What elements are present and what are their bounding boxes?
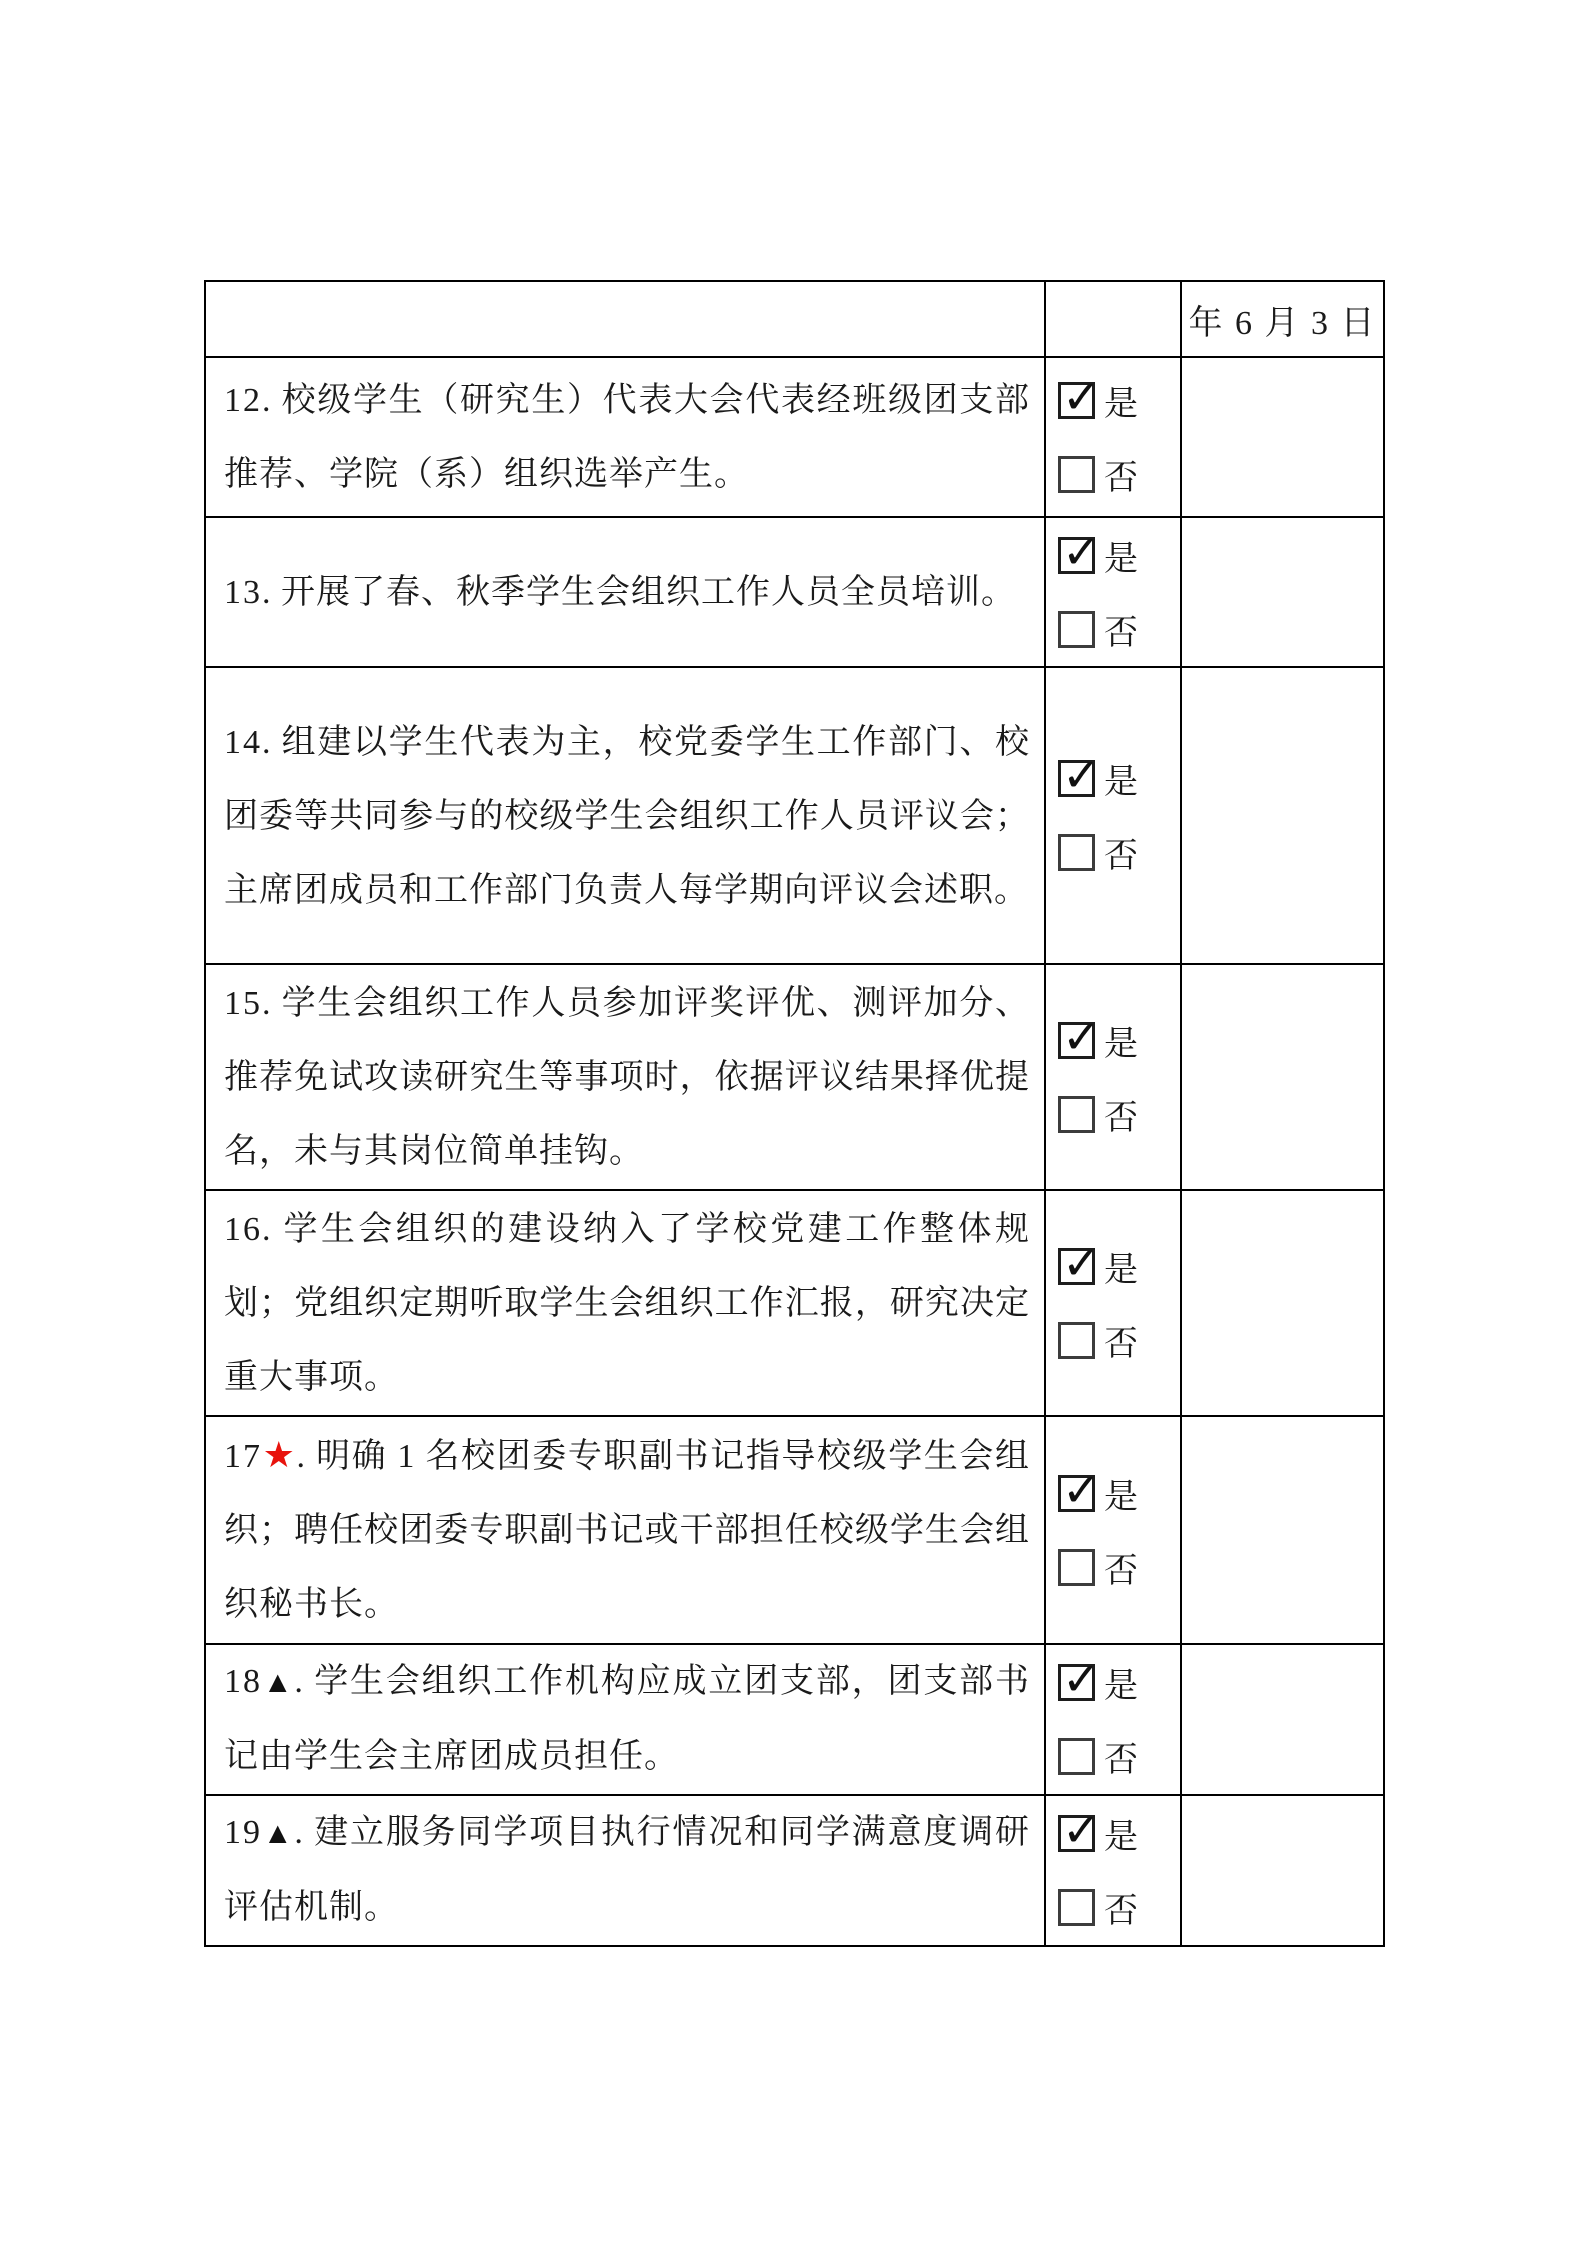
- no-option: [1058, 1871, 1180, 1945]
- item-body: . 明确 1 名校团委专职副书记指导校级学生会组织；聘任校团委专职副书记或干部担任校级学生会组织秘书长。: [224, 1438, 1030, 1623]
- table-row: [205, 1795, 1384, 1946]
- no-option: [1058, 1530, 1180, 1604]
- checkbox-unchecked-icon[interactable]: [1058, 1889, 1095, 1926]
- table-header-row: [205, 281, 1384, 357]
- checkbox-unchecked-icon[interactable]: [1058, 834, 1095, 871]
- item-text: [206, 1645, 1044, 1794]
- no-label: 否: [1104, 838, 1138, 875]
- yes-label: 是: [1104, 1819, 1138, 1856]
- checkbox-unchecked-icon[interactable]: [1058, 1096, 1095, 1133]
- no-option: [1058, 437, 1180, 511]
- yes-label: 是: [1104, 1251, 1138, 1289]
- yes-label: 是: [1104, 540, 1138, 578]
- yes-option: [1058, 1646, 1180, 1720]
- no-label: 否: [1104, 1099, 1138, 1137]
- item-number: 17: [224, 1438, 262, 1475]
- yes-label: 是: [1104, 764, 1138, 801]
- item-number: 14: [224, 723, 262, 761]
- date-text: 年 6 月 3 日: [1188, 304, 1377, 342]
- item-body: . 组建以学生代表为主，校党委学生工作部门、校团委等共同参与的校级学生会组织工作人员评议会；主席团成员和工作部门负责人每学期向评议会述职。: [224, 723, 1030, 909]
- yes-option: [1058, 1229, 1180, 1303]
- item-text: [206, 1191, 1044, 1415]
- item-text: [206, 965, 1044, 1189]
- item-body: . 校级学生（研究生）代表大会代表经班级团支部推荐、学院（系）组织选举产生。: [224, 382, 1030, 493]
- item-number: 18: [224, 1663, 262, 1700]
- no-label: 否: [1104, 1742, 1138, 1779]
- checkbox-unchecked-icon[interactable]: [1058, 1738, 1095, 1775]
- item-body: . 学生会组织工作人员参加评奖评优、测评加分、推荐免试攻读研究生等事项时，依据评议结果择优提名，未与其岗位简单挂钩。: [224, 985, 1030, 1170]
- no-label: 否: [1104, 1552, 1138, 1590]
- item-number: 12: [224, 382, 262, 419]
- yes-label: 是: [1104, 1025, 1138, 1063]
- item-body: . 建立服务同学项目执行情况和同学满意度调研评估机制。: [224, 1814, 1030, 1926]
- yes-option: [1058, 742, 1180, 816]
- yes-option: [1058, 363, 1180, 437]
- remark-cell: [1181, 357, 1384, 517]
- item-text: [206, 704, 1044, 928]
- table-row: [205, 517, 1384, 667]
- checkbox-unchecked-icon[interactable]: [1058, 456, 1095, 493]
- item-number: 13: [224, 574, 262, 611]
- table-row: [205, 964, 1384, 1190]
- no-label: 否: [1104, 1893, 1138, 1930]
- checkbox-checked-icon[interactable]: [1058, 760, 1095, 797]
- item-text: [206, 362, 1044, 512]
- checkbox-unchecked-icon[interactable]: [1058, 1549, 1095, 1586]
- no-option: [1058, 1720, 1180, 1794]
- no-label: 否: [1104, 614, 1138, 652]
- no-label: 否: [1104, 459, 1138, 497]
- table-row: [205, 667, 1384, 964]
- item-body: . 学生会组织的建设纳入了学校党建工作整体规划；党组织定期听取学生会组织工作汇报，研究决定重大事项。: [224, 1211, 1030, 1396]
- checkbox-checked-icon[interactable]: [1058, 1664, 1095, 1701]
- yes-label: 是: [1104, 1478, 1138, 1516]
- checkbox-checked-icon[interactable]: [1058, 382, 1095, 419]
- yes-option: [1058, 518, 1180, 592]
- checkbox-unchecked-icon[interactable]: [1058, 611, 1095, 648]
- item-number: 16: [224, 1211, 262, 1248]
- item-number: 15: [224, 985, 262, 1022]
- item-text: [206, 1418, 1044, 1642]
- table-row: [205, 1644, 1384, 1795]
- remark-cell: [1181, 1795, 1384, 1946]
- checkbox-checked-icon[interactable]: [1058, 1815, 1095, 1852]
- no-option: [1058, 592, 1180, 666]
- header-empty-cell: [205, 281, 1045, 357]
- checkbox-checked-icon[interactable]: [1058, 1022, 1095, 1059]
- remark-cell: [1181, 1190, 1384, 1416]
- table-row: [205, 357, 1384, 517]
- remark-cell: [1181, 964, 1384, 1190]
- yes-label: 是: [1104, 385, 1138, 423]
- assessment-table: [204, 280, 1385, 1947]
- item-text: [206, 1796, 1044, 1945]
- checkbox-checked-icon[interactable]: [1058, 1248, 1095, 1285]
- remark-cell: [1181, 1416, 1384, 1644]
- yes-label: 是: [1104, 1668, 1138, 1705]
- star-icon: ★: [262, 1435, 297, 1475]
- item-number: 19: [224, 1814, 262, 1851]
- checkbox-unchecked-icon[interactable]: [1058, 1322, 1095, 1359]
- no-option: [1058, 816, 1180, 890]
- triangle-icon: ▲: [262, 1666, 295, 1699]
- yes-option: [1058, 1797, 1180, 1871]
- item-text: [206, 554, 1044, 630]
- item-body: . 开展了春、秋季学生会组织工作人员全员培训。: [262, 574, 1016, 611]
- triangle-icon: ▲: [262, 1817, 295, 1850]
- table-row: [205, 1416, 1384, 1644]
- remark-cell: [1181, 667, 1384, 964]
- checkbox-checked-icon[interactable]: [1058, 1475, 1095, 1512]
- no-option: [1058, 1077, 1180, 1151]
- remark-cell: [1181, 517, 1384, 667]
- item-body: . 学生会组织工作机构应成立团支部，团支部书记由学生会主席团成员担任。: [224, 1663, 1030, 1775]
- yes-option: [1058, 1456, 1180, 1530]
- remark-cell: [1181, 1644, 1384, 1795]
- table-row: [205, 1190, 1384, 1416]
- header-empty-cell: [1045, 281, 1181, 357]
- no-option: [1058, 1303, 1180, 1377]
- yes-option: [1058, 1003, 1180, 1077]
- checkbox-checked-icon[interactable]: [1058, 537, 1095, 574]
- no-label: 否: [1104, 1325, 1138, 1363]
